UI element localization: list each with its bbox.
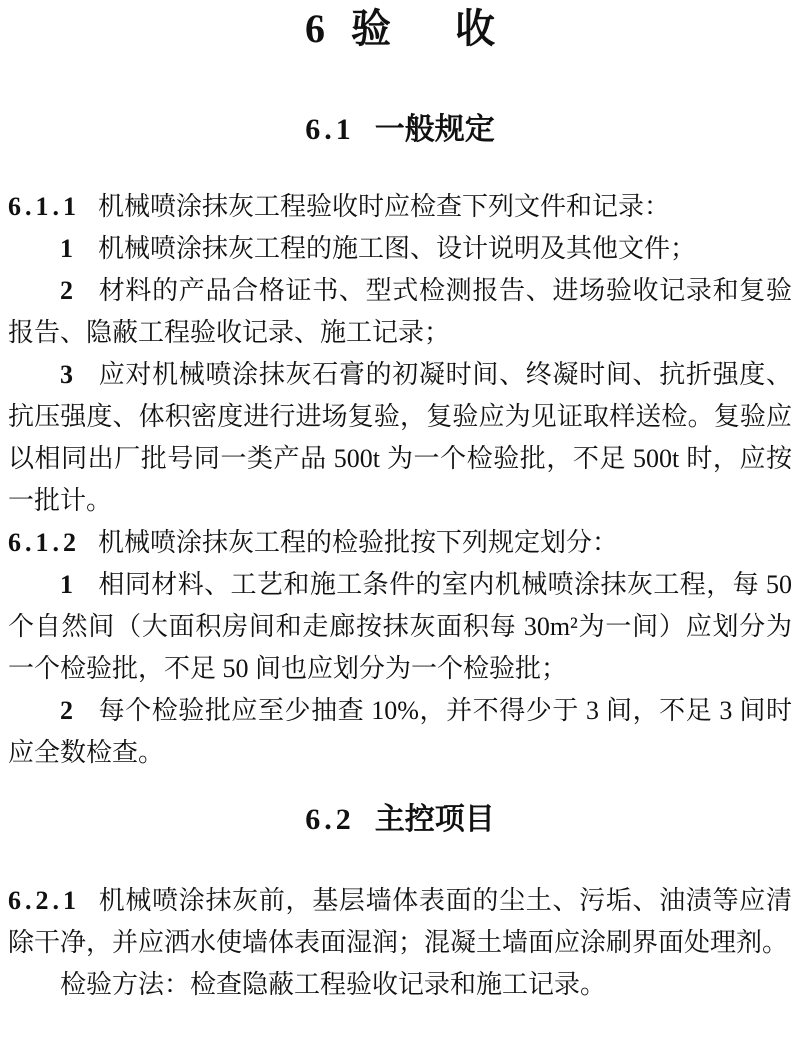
standard-document-page	[0, 4, 800, 1060]
section-heading-6-2	[8, 800, 792, 840]
section-6-2-body	[8, 880, 792, 1006]
clause-6-2-1	[8, 880, 792, 964]
item-number: 1	[60, 570, 73, 599]
chapter-title: 验收	[351, 6, 559, 51]
item-text: 每个检验批应至少抽查 10%，并不得少于 3 间，不足 3 间时应全数检查。	[8, 696, 792, 767]
item-text: 相同材料、工艺和施工条件的室内机械喷涂抹灰工程，每 50 个自然间（大面积房间和走廊按抹灰面积每 30m²为一间）应划分为一个检验批，不足 50 间也应划分为一个检验批；	[8, 570, 792, 683]
clause-6-1-1-text: 机械喷涂抹灰工程验收时应检查下列文件和记录：	[98, 192, 671, 221]
clause-6-1-1-item-1	[8, 228, 792, 270]
clause-6-1-1-item-3	[8, 354, 792, 522]
clause-6-1-1-number: 6.1.1	[8, 192, 80, 221]
clause-6-1-1	[8, 186, 792, 228]
item-text: 机械喷涂抹灰工程的施工图、设计说明及其他文件；	[98, 234, 697, 263]
clause-6-2-1-number: 6.2.1	[8, 886, 80, 915]
chapter-number: 6	[305, 6, 325, 51]
item-number: 2	[60, 276, 73, 305]
clause-6-1-2-text: 机械喷涂抹灰工程的检验批按下列规定划分：	[98, 528, 619, 557]
clause-6-1-2-number: 6.1.2	[8, 528, 80, 557]
clause-6-1-1-item-2	[8, 270, 792, 354]
clause-6-1-2-item-2	[8, 690, 792, 774]
chapter-heading	[8, 4, 792, 54]
section-6-1-title: 一般规定	[374, 113, 495, 146]
clause-6-2-1-inspection-method: 检验方法：检查隐蔽工程验收记录和施工记录。	[60, 970, 607, 999]
clause-6-1-2-item-1	[8, 564, 792, 690]
section-6-2-number: 6.2	[305, 803, 355, 836]
section-6-1-body	[8, 186, 792, 774]
clause-6-1-2	[8, 522, 792, 564]
item-number: 2	[60, 696, 73, 725]
section-6-2-title: 主控项目	[374, 803, 495, 836]
item-text: 应对机械喷涂抹灰石膏的初凝时间、终凝时间、抗折强度、抗压强度、体积密度进行进场复验，复验应为见证取样送检。复验应以相同出厂批号同一类产品 500t 为一个检验批，不足 500t 时，应按一批计。	[8, 360, 792, 515]
section-heading-6-1	[8, 110, 792, 150]
section-6-1-number: 6.1	[305, 113, 355, 146]
clause-6-2-1-text: 机械喷涂抹灰前，基层墙体表面的尘土、污垢、油渍等应清除干净，并应洒水使墙体表面湿润；混凝土墙面应涂刷界面处理剂。	[8, 886, 792, 957]
item-number: 3	[60, 360, 73, 389]
item-number: 1	[60, 234, 73, 263]
item-text: 材料的产品合格证书、型式检测报告、进场验收记录和复验报告、隐蔽工程验收记录、施工记录；	[8, 276, 792, 347]
